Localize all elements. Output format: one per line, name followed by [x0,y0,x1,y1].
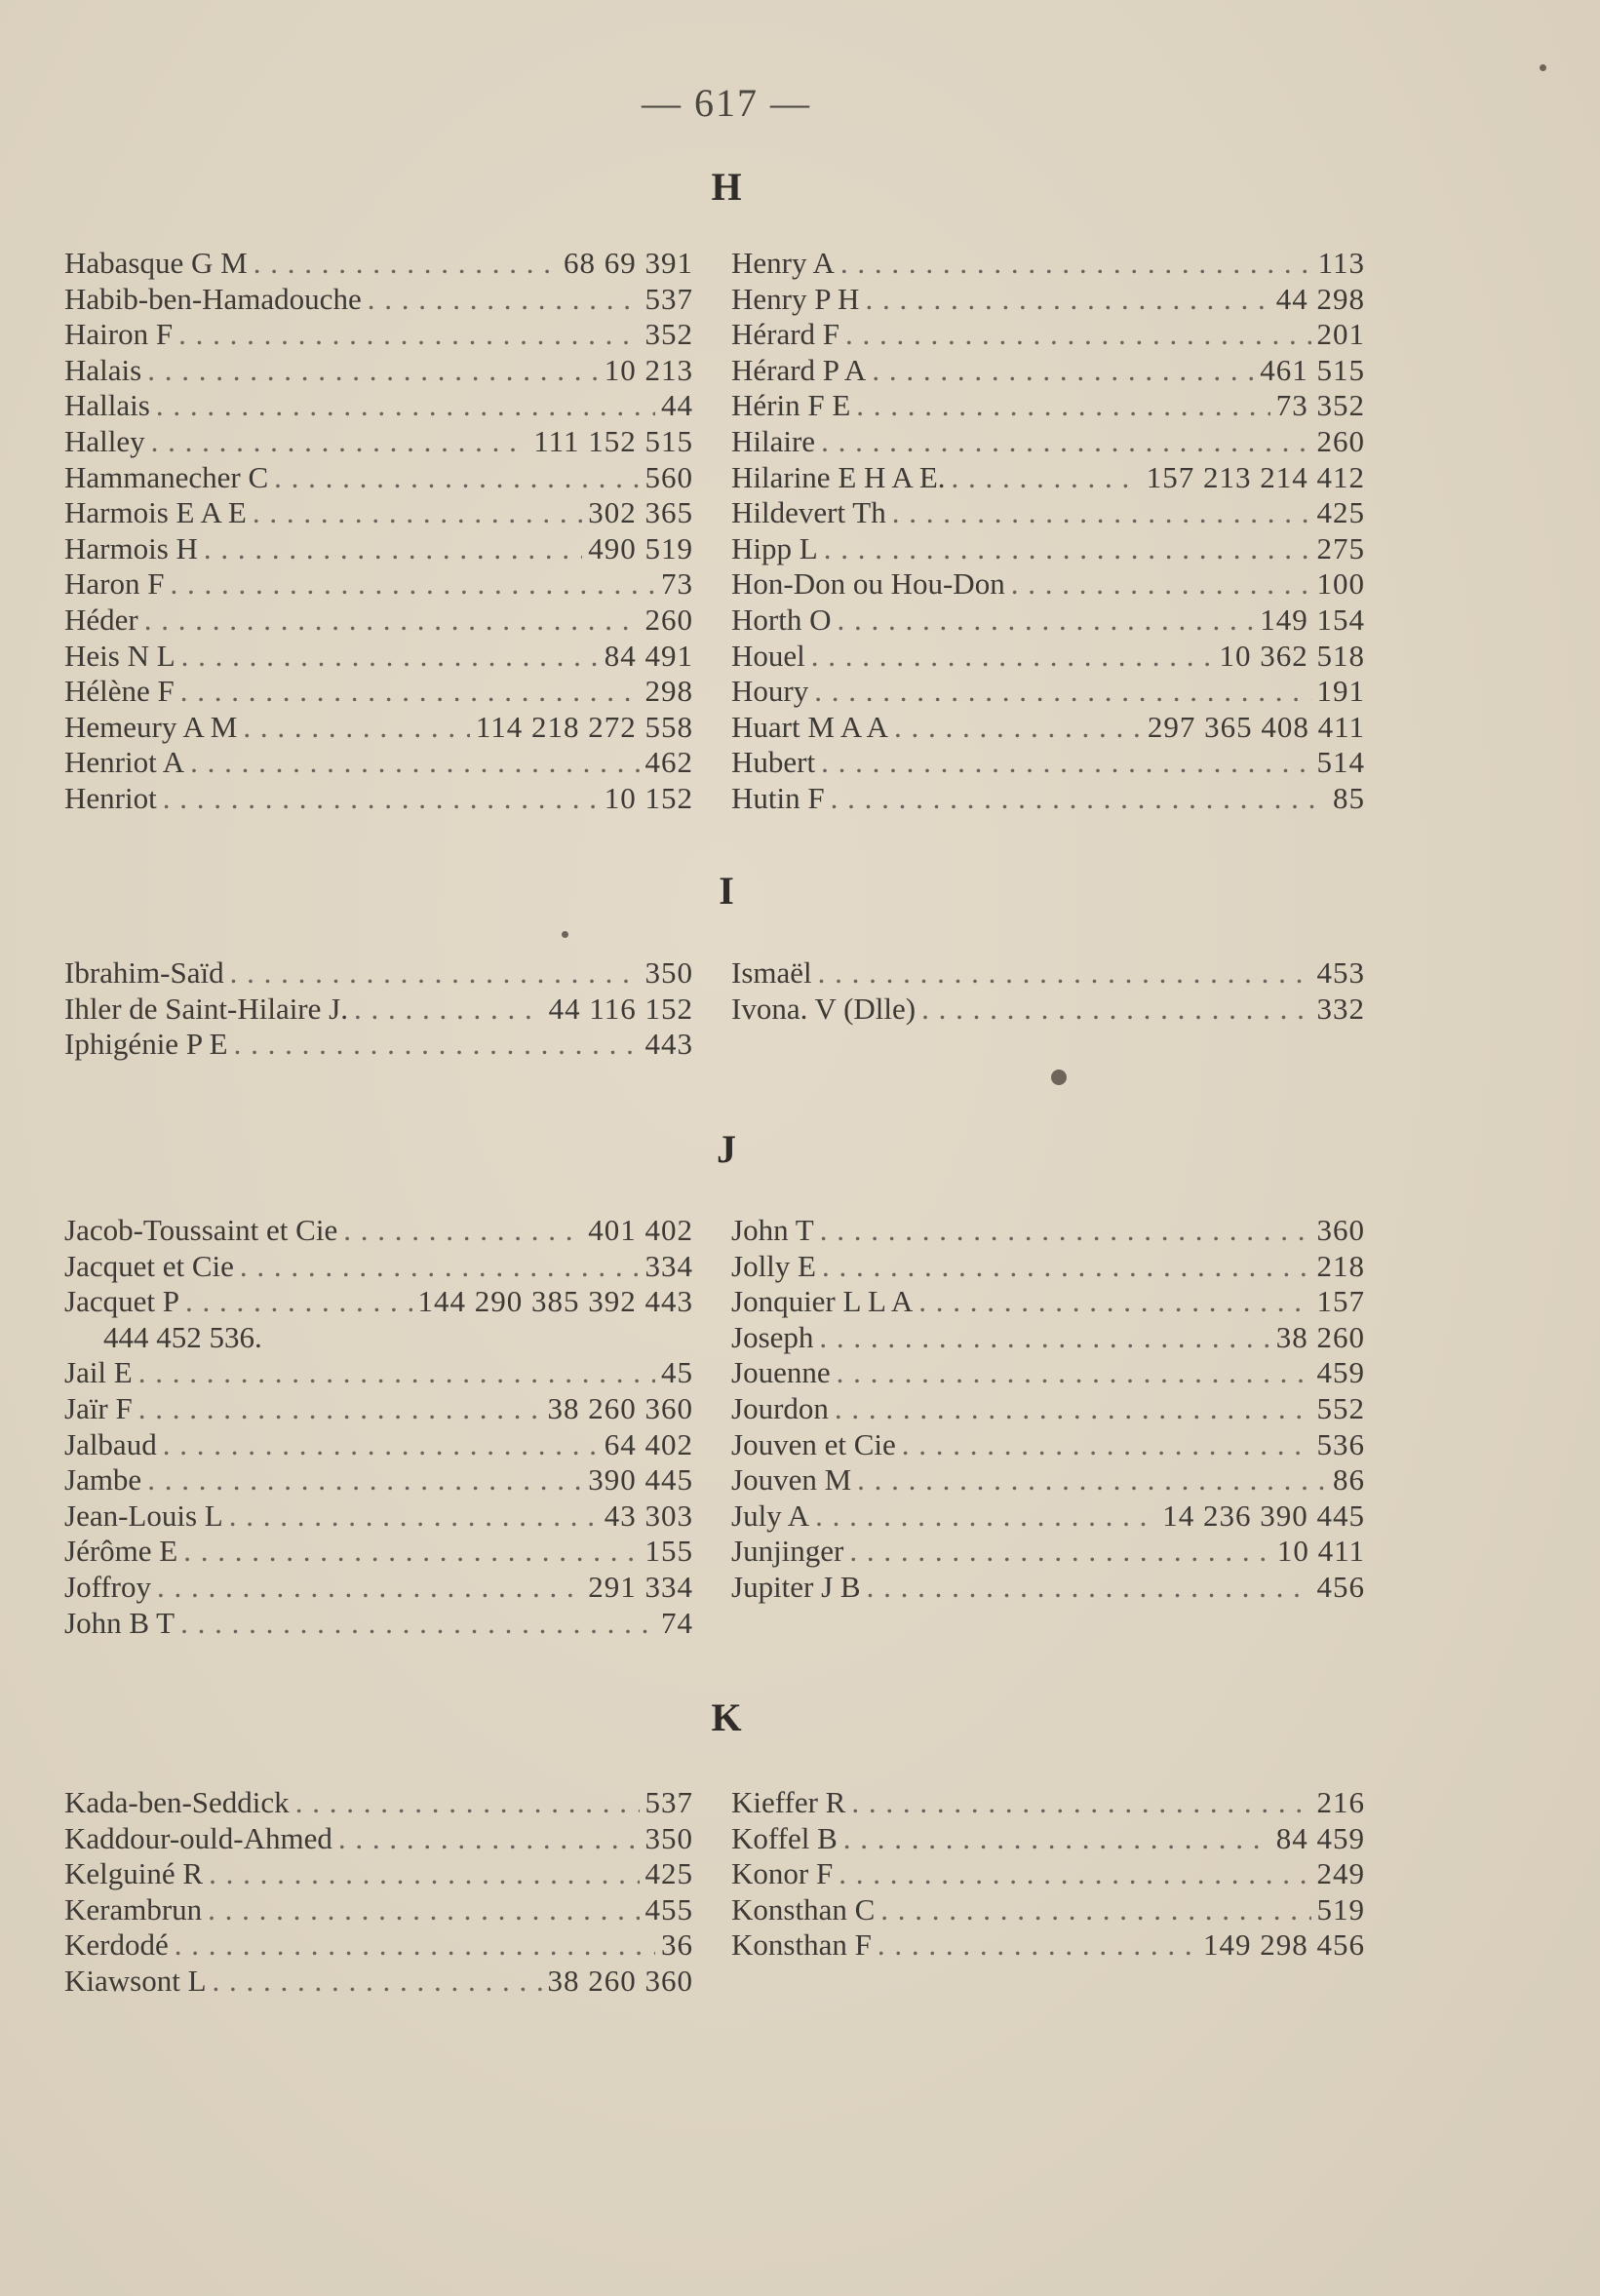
index-entry [731,992,1365,1028]
entry-name: Koffel B [731,1820,838,1855]
index-entry [64,388,693,424]
index-entry [731,1534,1365,1570]
entry-page-numbers: 85 [1333,780,1365,815]
entry-page-numbers: 113 [1317,246,1365,280]
entry-name: Hérard F [731,317,840,352]
entry-name: Halais [64,352,142,387]
index-entry [64,992,693,1028]
index-entry [64,1462,693,1498]
entry-name: Jalbaud [64,1426,157,1461]
entry-name: Jupiter J B [731,1569,861,1604]
entry-page-numbers: 114 218 272 558 [475,709,693,744]
entry-page-numbers: 332 [1316,991,1365,1026]
dot-leader [185,1284,412,1320]
entry-page-numbers: 84 459 [1275,1820,1365,1855]
dot-leader [878,1927,1197,1964]
dot-leader [1011,566,1311,603]
index-entry [731,955,1365,992]
entry-page-numbers: 291 334 [588,1569,693,1604]
dot-leader [857,1462,1327,1498]
entry-name: Hilaire [731,423,816,458]
entry-name: Haron F [64,566,165,602]
index-entry [64,1534,693,1570]
entry-name: Kiawsont L [64,1963,207,1998]
dot-leader [343,1213,582,1249]
entry-name: Hon-Don ou Hou-Don [731,566,1005,602]
entry-page-numbers: 44 298 [1275,281,1365,316]
entry-page-numbers: 14 236 390 445 [1162,1498,1365,1533]
section-i-left-column [64,955,693,1063]
index-entry [64,317,693,353]
dot-leader [821,424,1310,460]
entry-name: Hilarine E H A E. [731,459,946,494]
dot-leader [157,1570,582,1606]
index-entry [731,1570,1365,1606]
entry-page-numbers: 455 [644,1891,693,1926]
entry-page-numbers: 462 [644,745,693,780]
index-entry [731,1320,1365,1356]
index-entry [731,745,1365,781]
entry-page-numbers: 260 [644,602,693,637]
entry-name: Iphigénie P E [64,1027,228,1062]
entry-page-numbers: 100 [1316,566,1365,602]
entry-name: Jérôme E [64,1534,178,1569]
index-entry [731,710,1365,746]
entry-page-numbers: 216 [1316,1785,1365,1819]
entry-page-numbers: 536 [1316,1426,1365,1461]
section-k-left-column [64,1785,693,2000]
section-i-right-column [731,955,1365,1027]
index-entry [731,1355,1365,1391]
entry-page-numbers: 44 116 152 [548,991,693,1026]
index-entry [731,674,1365,710]
entry-page-numbers: 38 260 [1275,1319,1365,1354]
section-heading-k: K [711,1695,742,1739]
entry-name: Jouenne [731,1355,831,1390]
entry-page-numbers: 302 365 [588,495,693,530]
ink-speck [562,931,568,938]
entry-page-numbers: 350 [644,1820,693,1855]
entry-name: Jail E [64,1355,133,1390]
dot-leader [892,495,1311,531]
entry-page-numbers: 38 260 360 [547,1390,693,1425]
entry-name: Habasque G M [64,246,248,280]
dot-leader [843,1821,1270,1857]
section-heading-j: J [717,1127,736,1171]
index-entry [731,1927,1365,1964]
ink-speck [1540,64,1546,71]
dot-leader [151,424,528,460]
entry-page-numbers: 443 [644,1027,693,1062]
section-heading-i: I [719,869,734,913]
entry-name: Ivona. V (Dlle) [731,991,917,1026]
dot-leader [821,745,1310,781]
dot-leader [147,1462,582,1498]
dot-leader [144,603,640,639]
index-entry [731,1427,1365,1463]
index-entry [64,460,693,496]
entry-page-numbers: 201 [1316,317,1365,352]
dot-leader [818,955,1311,992]
entry-page-numbers: 144 290 385 392 443 [417,1284,693,1319]
dot-leader [819,1320,1269,1356]
entry-page-numbers: 275 [1316,530,1365,565]
index-entry [64,1606,693,1642]
entry-name: Hildevert Th [731,495,886,530]
dot-leader [354,992,543,1028]
entry-page-numbers: 490 519 [588,530,693,565]
entry-name: Jacquet et Cie [64,1248,234,1283]
index-entry [64,566,693,603]
entry-page-numbers: 43 303 [604,1498,693,1533]
entry-name: Hubert [731,745,816,780]
dot-leader [822,1249,1311,1285]
entry-name: Henriot A [64,745,185,780]
index-entry [731,1856,1365,1892]
dot-leader [190,745,639,781]
section-k-right-column [731,1785,1365,1964]
index-entry [64,1427,693,1463]
entry-name: Hallais [64,388,150,423]
entry-page-numbers: 36 [661,1927,693,1963]
index-entry [64,745,693,781]
entry-name: Kieffer R [731,1785,846,1819]
entry-page-numbers: 149 154 [1260,602,1365,637]
index-entry [64,1320,693,1356]
entry-name: Kerdodé [64,1927,169,1963]
index-entry [731,639,1365,675]
dot-leader [204,531,582,567]
index-entry [731,603,1365,639]
entry-name: Konsthan F [731,1927,872,1963]
dot-leader [921,992,1310,1028]
dot-leader [831,781,1327,817]
entry-name: Héder [64,602,138,637]
dot-leader [880,1892,1310,1928]
entry-name: 444 452 536. [103,1319,262,1354]
entry-page-numbers: 44 [661,388,693,423]
entry-page-numbers: 249 [1316,1856,1365,1891]
entry-name: Harmois E A E [64,495,247,530]
entry-page-numbers: 425 [1316,495,1365,530]
entry-page-numbers: 149 298 456 [1203,1927,1365,1963]
dot-leader [872,353,1254,389]
index-entry [731,1498,1365,1535]
index-entry [731,353,1365,389]
index-entry [731,424,1365,460]
entry-page-numbers: 218 [1316,1248,1365,1283]
dot-leader [815,1498,1156,1535]
entry-page-numbers: 360 [1316,1213,1365,1247]
dot-leader [845,317,1310,353]
index-entry [64,246,693,282]
dot-leader [837,1355,1311,1391]
dot-leader [902,1427,1311,1463]
index-entry [731,246,1365,282]
dot-leader [183,1534,639,1570]
entry-name: Jonquier L L A [731,1284,914,1319]
dot-leader [849,1534,1271,1570]
dot-leader [240,1249,640,1285]
dot-leader [918,1284,1310,1320]
dot-leader [338,1821,640,1857]
dot-leader [138,1355,655,1391]
index-entry [64,424,693,460]
entry-page-numbers: 74 [661,1605,693,1640]
section-j-right-column [731,1213,1365,1606]
index-entry [64,1821,693,1857]
entry-page-numbers: 157 [1316,1284,1365,1319]
index-entry [64,603,693,639]
index-entry [731,1785,1365,1821]
entry-name: Hammanecher C [64,459,269,494]
entry-name: Hutin F [731,780,825,815]
index-entry [731,1821,1365,1857]
dot-leader [274,460,639,496]
index-entry [731,1462,1365,1498]
dot-leader [180,674,640,710]
entry-name: Jolly E [731,1248,816,1283]
index-entry [731,460,1365,496]
index-entry [64,353,693,389]
index-entry [64,531,693,567]
entry-name: Ismaël [731,955,812,990]
entry-name: Kelguiné R [64,1856,204,1891]
entry-name: Hipp L [731,530,818,565]
entry-name: Jouven et Cie [731,1426,896,1461]
entry-name: Hairon F [64,317,174,352]
dot-leader [824,531,1311,567]
dot-leader [840,246,1312,282]
index-entry [64,1391,693,1427]
dot-leader [851,1785,1310,1821]
entry-page-numbers: 45 [661,1355,693,1390]
page-number: — 617 — [642,81,811,125]
entry-name: Konor F [731,1856,834,1891]
dot-leader [208,1892,639,1928]
entry-name: Jean-Louis L [64,1498,223,1533]
entry-name: Hemeury A M [64,709,238,744]
dot-leader [178,317,639,353]
entry-name: Junjinger [731,1534,844,1569]
dot-leader [867,1570,1311,1606]
entry-page-numbers: 459 [1316,1355,1365,1390]
entry-name: Hérin F E [731,388,851,423]
dot-leader [243,710,470,746]
index-entry [64,1213,693,1249]
entry-name: Harmois H [64,530,198,565]
dot-leader [295,1785,640,1821]
dot-leader [856,388,1269,424]
index-entry [64,674,693,710]
section-h-left-column [64,246,693,817]
entry-name: Joseph [731,1319,814,1354]
index-entry [731,388,1365,424]
entry-name: Henry P H [731,281,860,316]
ink-speck [1051,1070,1067,1085]
entry-page-numbers: 352 [644,317,693,352]
entry-page-numbers: 10 213 [604,352,693,387]
dot-leader [175,1927,655,1964]
entry-page-numbers: 10 411 [1276,1534,1365,1569]
index-entry [731,1249,1365,1285]
section-h-right-column [731,246,1365,817]
entry-name: Kada-ben-Seddick [64,1785,290,1819]
index-entry [731,1213,1365,1249]
entry-page-numbers: 456 [1316,1569,1365,1604]
index-entry [731,1391,1365,1427]
dot-leader [234,1027,640,1063]
entry-name: John B T [64,1605,176,1640]
dot-leader [814,674,1310,710]
entry-page-numbers: 401 402 [588,1213,693,1247]
dot-leader [837,603,1254,639]
entry-name: Henriot [64,780,157,815]
entry-page-numbers: 461 515 [1260,352,1365,387]
entry-name: John T [731,1213,814,1247]
entry-name: Kerambrun [64,1891,203,1926]
entry-page-numbers: 84 491 [604,638,693,673]
index-entry [64,781,693,817]
entry-name: July A [731,1498,810,1533]
dot-leader [835,1391,1311,1427]
dot-leader [230,955,640,992]
dot-leader [368,282,640,318]
entry-name: Henry A [731,246,835,280]
dot-leader [163,1427,599,1463]
dot-leader [181,639,599,675]
section-heading-h: H [711,165,742,209]
entry-page-numbers: 425 [644,1856,693,1891]
dot-leader [180,1606,655,1642]
entry-name: Joffroy [64,1569,151,1604]
entry-name: Jambe [64,1462,142,1498]
dot-leader [138,1391,542,1427]
entry-name: Huart M A A [731,709,889,744]
entry-page-numbers: 68 69 391 [564,246,693,280]
dot-leader [865,282,1269,318]
entry-name: Heis N L [64,638,176,673]
entry-page-numbers: 297 365 408 411 [1147,709,1365,744]
entry-name: Houel [731,638,805,673]
entry-page-numbers: 86 [1333,1462,1365,1498]
entry-page-numbers: 111 152 515 [533,423,693,458]
entry-name: Ihler de Saint-Hilaire J. [64,991,348,1026]
entry-name: Jaïr F [64,1390,133,1425]
index-entry [731,282,1365,318]
dot-leader [820,1213,1311,1249]
index-entry [731,781,1365,817]
entry-page-numbers: 73 [661,566,693,602]
entry-name: Kaddour-ould-Ahmed [64,1820,332,1855]
index-entry [64,1027,693,1063]
dot-leader [229,1498,599,1535]
entry-page-numbers: 350 [644,955,693,990]
index-entry [64,710,693,746]
entry-name: Houry [731,674,809,709]
index-entry [731,531,1365,567]
entry-page-numbers: 390 445 [588,1462,693,1498]
entry-name: Jacquet P [64,1284,179,1319]
entry-page-numbers: 10 152 [604,780,693,815]
dot-leader [147,353,599,389]
entry-page-numbers: 453 [1316,955,1365,990]
dot-leader [156,388,655,424]
dot-leader [253,495,582,531]
dot-leader [170,566,655,603]
index-entry [64,1892,693,1928]
dot-leader [839,1856,1310,1892]
index-entry [731,495,1365,531]
entry-name: Ibrahim-Saïd [64,955,224,990]
entry-name: Halley [64,423,145,458]
dot-leader [209,1856,639,1892]
index-entry [64,639,693,675]
index-entry [64,1249,693,1285]
index-entry [731,1284,1365,1320]
dot-leader [213,1964,542,2000]
dot-leader [894,710,1142,746]
entry-name: Habib-ben-Hamadouche [64,281,362,316]
entry-page-numbers: 514 [1316,745,1365,780]
index-entry [64,1284,693,1320]
dot-leader [952,460,1141,496]
index-entry [731,317,1365,353]
entry-page-numbers: 73 352 [1275,388,1365,423]
dot-leader [811,639,1214,675]
index-entry [64,1355,693,1391]
entry-page-numbers: 260 [1316,423,1365,458]
index-entry [64,282,693,318]
entry-page-numbers: 519 [1316,1891,1365,1926]
index-entry [64,1856,693,1892]
entry-page-numbers: 38 260 360 [547,1963,693,1998]
section-j-left-column [64,1213,693,1641]
index-entry [64,1964,693,2000]
entry-page-numbers: 537 [644,281,693,316]
index-entry [64,1785,693,1821]
index-entry [731,566,1365,603]
entry-name: Konsthan C [731,1891,876,1926]
dot-leader [163,781,599,817]
entry-page-numbers: 334 [644,1248,693,1283]
entry-page-numbers: 157 213 214 412 [1146,459,1365,494]
index-entry [64,955,693,992]
index-entry [64,1498,693,1535]
entry-page-numbers: 64 402 [604,1426,693,1461]
entry-name: Hélène F [64,674,175,709]
entry-name: Jacob-Toussaint et Cie [64,1213,338,1247]
entry-page-numbers: 560 [644,459,693,494]
index-entry [64,495,693,531]
entry-name: Jouven M [731,1462,852,1498]
entry-page-numbers: 155 [644,1534,693,1569]
entry-name: Horth O [731,602,832,637]
dot-leader [254,246,558,282]
index-entry [64,1570,693,1606]
entry-name: Jourdon [731,1390,829,1425]
index-entry [64,1927,693,1964]
entry-page-numbers: 10 362 518 [1219,638,1365,673]
entry-page-numbers: 552 [1316,1390,1365,1425]
entry-page-numbers: 191 [1316,674,1365,709]
index-entry [731,1892,1365,1928]
entry-page-numbers: 298 [644,674,693,709]
entry-page-numbers: 537 [644,1785,693,1819]
entry-name: Hérard P A [731,352,867,387]
